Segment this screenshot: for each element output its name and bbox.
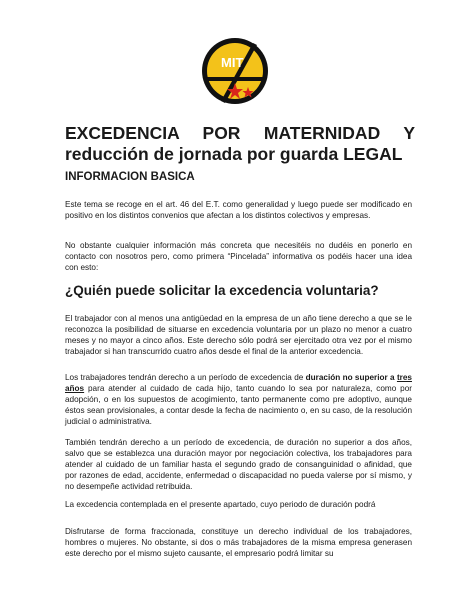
heading-question: ¿Quién puede solicitar la excedencia voluntaria?	[65, 283, 379, 298]
paragraph-duration: La excedencia contemplada en el presente apartado, cuyo periodo de duración podrá	[65, 500, 376, 509]
paragraph-fractioned: Disfrutarse de forma fraccionada, constituye un derecho individual de los trabajadores, hombres o mujeres. No obstante, si dos o más trabajadores de la misma empresa generasen este derecho por el mismo sujeto causante, el empresario podrá limitar su	[65, 527, 412, 558]
document-title: EXCEDENCIA POR MATERNIDAD Y reducción de jornada por guarda LEGAL	[65, 123, 415, 164]
heading-basic-info: INFORMACION BASICA	[65, 171, 195, 183]
logo-text: MIT	[221, 55, 244, 70]
paragraph-family-care: También tendrán derecho a un período de excedencia, de duración no superior a dos años, salvo que se establezca una duración mayor por negociación colectiva, los trabajadores para atender al cuidado de un familiar hasta el segundo grado de consanguinidad o afinidad, que por razones de edad, accidente, enfermedad o discapacidad no pueda valerse por sí mismo, y no desempeñe actividad retribuida.	[65, 438, 412, 491]
childcare-three-years: tres años	[65, 373, 412, 393]
paragraph-intro: Este tema se recoge en el art. 46 del E.T. como generalidad y luego puede ser modificado en positivo en los distintos convenios que afectan a los distintos colectivos y empresas.	[65, 200, 412, 220]
paragraph-childcare	[65, 372, 412, 427]
paragraph-eligibility: El trabajador con al menos una antigüedad en la empresa de un año tiene derecho a que se le reconozca la posibilidad de situarse en excedencia voluntaria por un plazo no menor a cuatro meses y no mayor a cinco años. Este derecho sólo podrá ser ejercitado otra vez por el mismo trabajador si han transcurrido cuatro años desde el final de la anterior excedencia.	[65, 314, 412, 356]
paragraph-contact: No obstante cualquier información más concreta que necesitéis no dudéis en ponerlo en contacto con nosotros pero, como primera “Pincelada” informativa os podéis hacer una idea con esto:	[65, 241, 412, 272]
childcare-lead: Los trabajadores tendrán derecho a un período de excedencia de	[65, 373, 306, 382]
childcare-rest: para atender al cuidado de cada hijo, tanto cuando lo sea por naturaleza, como por adopción, o en los supuestos de acogimiento, tanto permanente como pre adoptivo, aunque éstos sean provisionales, a contar desde la fecha de nacimiento o, en su caso, de la resolución judicial o administrativa.	[65, 384, 412, 426]
mit-logo	[201, 37, 269, 105]
childcare-duration-bold: duración no superior a	[305, 373, 397, 382]
